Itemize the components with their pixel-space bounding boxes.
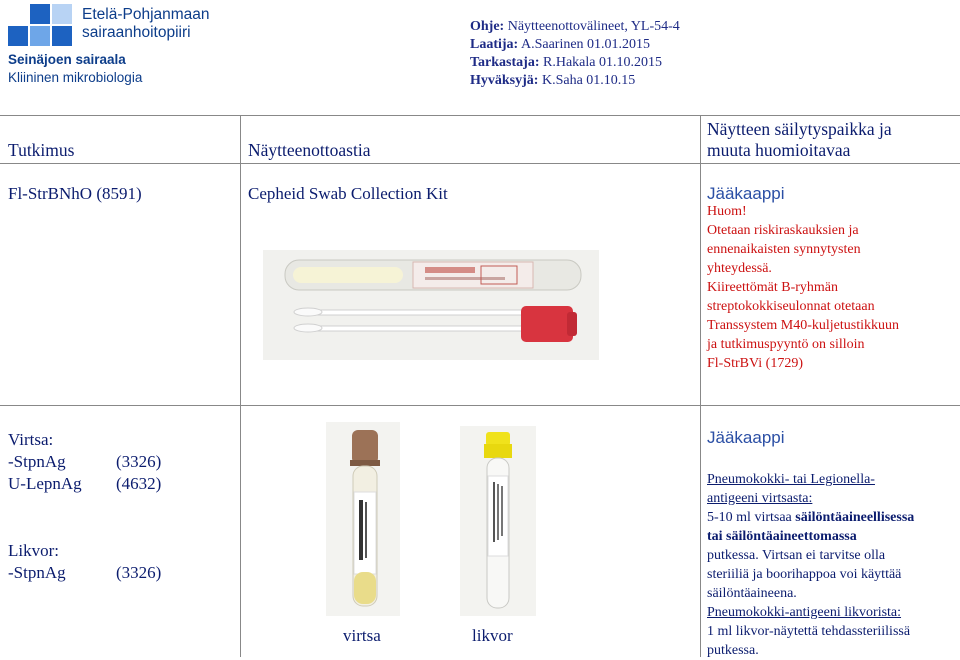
virtsa-item-2-name: U-LepnAg	[8, 474, 82, 493]
caption-virtsa: virtsa	[343, 626, 381, 645]
caption-likvor: likvor	[472, 626, 513, 645]
virtsa-label: Virtsa:	[8, 430, 54, 449]
header-naytteenottoastia: Näytteenottoastia	[248, 140, 371, 160]
csf-tube-photo	[460, 426, 536, 616]
row1-test: Fl-StrBNhO (8591)	[8, 184, 142, 203]
org-name-line1: Etelä-Pohjanmaan	[82, 6, 210, 23]
meta-hyvaksyja: Hyväksyjä: K.Saha 01.10.15	[470, 73, 636, 88]
swab-kit-photo	[263, 250, 599, 360]
urine-tube-photo	[326, 422, 400, 616]
header-tutkimus: Tutkimus	[8, 140, 75, 160]
meta-ohje: Ohje: Näytteenottovälineet, YL-54-4	[470, 19, 680, 34]
row2-note: Pneumokokki- tai Legionella- antigeeni virtsasta: 5-10 ml virtsaa säilöntäaineellisessa tai säilöntäaineettomassa putkessa. Virtsan ei tarvitse olla steriiliä ja boorihappoa voi käyttää säilöntäaineena. Pneumokokki-antigeeni likvorista: 1 ml likvor-näytettä tehdassteriilissä putkessa.	[707, 472, 915, 658]
row1-container: Cepheid Swab Collection Kit	[248, 184, 448, 203]
virtsa-item-2-code: (4632)	[116, 474, 162, 493]
likvor-item-1-code: (3326)	[116, 563, 162, 582]
unit-name-line2: Kliininen mikrobiologia	[8, 70, 143, 85]
header-storage-line2: muuta huomioitavaa	[707, 140, 851, 160]
likvor-item-1-name: -StpnAg	[8, 563, 66, 582]
meta-tarkastaja: Tarkastaja: R.Hakala 01.10.2015	[470, 55, 662, 70]
org-name-line2: sairaanhoitopiiri	[82, 24, 191, 41]
meta-laatija: Laatija: A.Saarinen 01.01.2015	[470, 37, 651, 52]
header-storage-line1: Näytteen säilytyspaikka ja	[707, 119, 892, 139]
likvor-label: Likvor:	[8, 541, 59, 560]
virtsa-item-1-code: (3326)	[116, 452, 162, 471]
row1-note: Huom! Otetaan riskiraskauksien ja ennenaikaisten synnytysten yhteydessä. Kiireettömät B-ryhmän streptokokkiseulonnat otetaan Transsystem M40-kuljetustikkuun ja tutkimuspyyntö on silloin Fl-StrBVi (1729)	[707, 204, 899, 371]
hospital-logo-icon	[8, 4, 72, 48]
virtsa-item-1-name: -StpnAg	[8, 452, 66, 471]
unit-name-line1: Seinäjoen sairaala	[8, 52, 126, 67]
row1-storage: Jääkaappi	[707, 184, 785, 203]
row2-storage: Jääkaappi	[707, 428, 785, 447]
